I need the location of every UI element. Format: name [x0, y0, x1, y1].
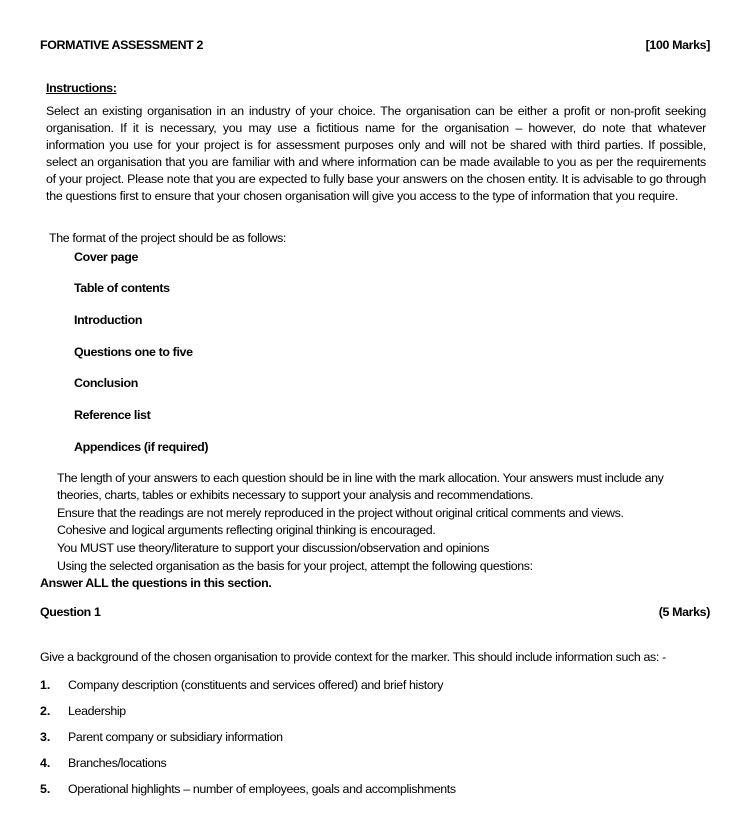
document-title: FORMATIVE ASSESSMENT 2 — [40, 38, 204, 52]
list-item-text: Operational highlights – number of employees, goals and accomplishments — [68, 782, 456, 796]
list-item-number: 3. — [40, 730, 51, 744]
total-marks: [100 Marks] — [645, 38, 710, 52]
question-1-prompt: Give a background of the chosen organisation to provide context for the marker. This should include information such as: - — [40, 650, 666, 664]
list-item-text: Company description (constituents and services offered) and brief history — [68, 678, 444, 692]
list-item-number: 5. — [40, 782, 51, 796]
instructions-paragraph: Select an existing organisation in an industry of your choice. The organisation can be either a profit or non-profit seeking organisation. If it is necessary, you may use a fictitious name for the organisation – however, do note that whatever information you use for your project is for assessment purposes only and will not be shared with third parties. If possible, select an organisation that you are familiar with and where information can be made available to you as per the requirements of your project. Please note that you are expected to fully base your answers on the chosen entity. It is advisable to go through the questions first to ensure that your chosen organisation will give you access to the type of information that you require. — [46, 104, 706, 204]
note-line: Cohesive and logical arguments reflecting original thinking is encouraged. — [57, 523, 436, 537]
list-item-number: 2. — [40, 704, 51, 718]
format-item-reference-list: Reference list — [74, 408, 151, 422]
format-item-introduction: Introduction — [74, 313, 143, 327]
format-item-cover-page: Cover page — [74, 250, 138, 264]
question-1-marks: (5 Marks) — [658, 605, 710, 619]
note-line: theories, charts, tables or exhibits necessary to support your analysis and recommendations. — [57, 488, 534, 502]
list-item-number: 1. — [40, 678, 51, 692]
list-item-text: Parent company or subsidiary information — [68, 730, 283, 744]
format-item-table-of-contents: Table of contents — [74, 281, 170, 295]
format-item-questions: Questions one to five — [74, 345, 193, 359]
format-item-appendices: Appendices (if required) — [74, 440, 209, 454]
note-line: You MUST use theory/literature to support your discussion/observation and opinions — [57, 541, 490, 555]
note-line: The length of your answers to each question should be in line with the mark allocation. Your answers must include any — [57, 471, 664, 485]
list-item-text: Leadership — [68, 704, 126, 718]
note-line: Using the selected organisation as the basis for your project, attempt the following questions: — [57, 559, 533, 573]
section-instruction: Answer ALL the questions in this section. — [40, 576, 272, 590]
note-line: Ensure that the readings are not merely reproduced in the project without original critical comments and views. — [57, 506, 624, 520]
format-item-conclusion: Conclusion — [74, 376, 138, 390]
list-item-number: 4. — [40, 756, 51, 770]
list-item-text: Branches/locations — [68, 756, 167, 770]
format-intro: The format of the project should be as follows: — [49, 231, 287, 245]
question-1-title: Question 1 — [40, 605, 101, 619]
instructions-heading: Instructions: — [46, 81, 117, 95]
